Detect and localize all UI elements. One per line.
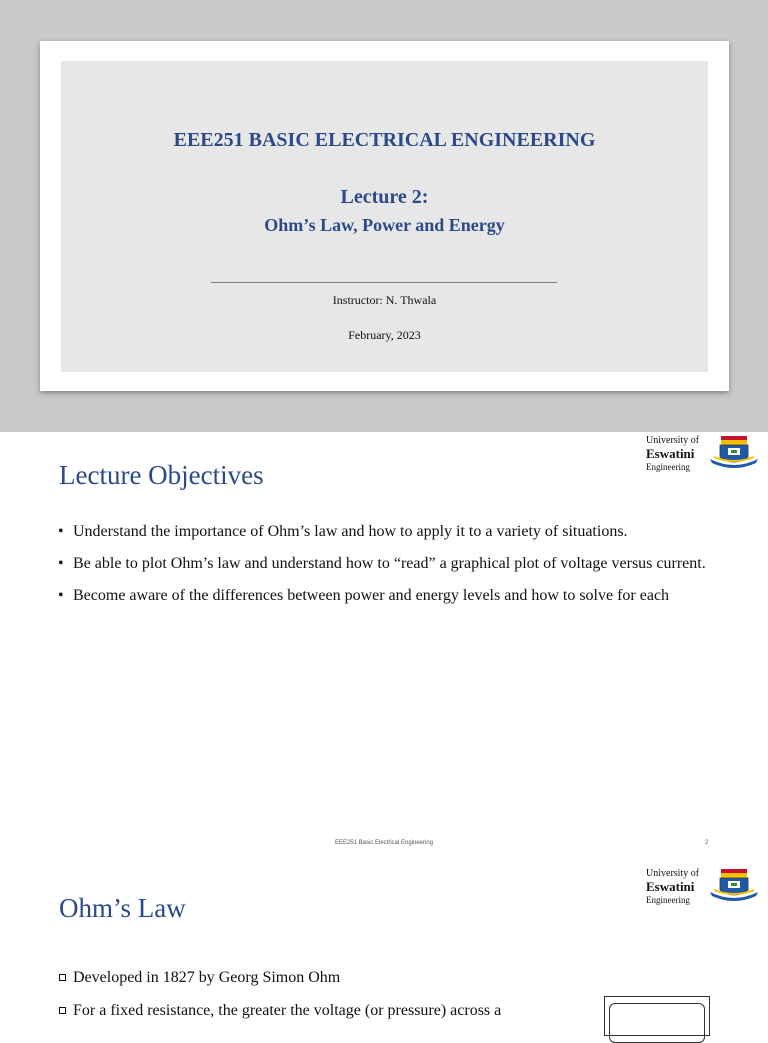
lecture-topic: Ohm’s Law, Power and Energy <box>264 215 505 235</box>
list-item <box>58 552 718 576</box>
slide-title-objectives: Lecture Objectives <box>59 460 264 490</box>
ohms-law-list <box>58 967 578 1033</box>
university-crest-icon <box>708 435 760 471</box>
list-item <box>58 584 718 608</box>
list-item <box>58 520 718 544</box>
logo-text-line3: Engineering <box>646 462 690 472</box>
logo-text-line1: University of <box>646 868 700 879</box>
slide-title-ohms-law: Ohm’s Law <box>59 893 186 923</box>
university-logo <box>646 435 766 475</box>
slide-footer: EEE251 Basic Electrical Engineering <box>334 840 434 846</box>
logo-text-line1: University of <box>646 435 700 446</box>
lecture-date: February, 2023 <box>348 328 421 342</box>
title-slide-panel <box>61 61 708 372</box>
list-item-text: Developed in 1827 by Georg Simon Ohm <box>73 969 341 986</box>
list-item-text: Be able to plot Ohm’s law and understand how to “read” a graphical plot of voltage versus current. <box>73 555 706 572</box>
divider <box>211 282 557 283</box>
lecture-number: Lecture 2: <box>340 186 429 208</box>
page-number: 2 <box>705 840 709 846</box>
circuit-figure-inner <box>609 1003 705 1043</box>
list-item <box>58 1000 578 1022</box>
list-item-text: Become aware of the differences between power and energy levels and how to solve for each <box>73 587 670 604</box>
university-crest-icon <box>708 868 760 904</box>
logo-text-line2: Eswatini <box>646 446 695 461</box>
bullet-icon: • <box>58 587 64 604</box>
title-slide <box>40 41 729 391</box>
checkbox-bullet-icon <box>59 1007 66 1014</box>
logo-text-line2: Eswatini <box>646 879 695 894</box>
course-title: EEE251 BASIC ELECTRICAL ENGINEERING <box>173 129 596 151</box>
objectives-list <box>58 520 718 616</box>
logo-text-line3: Engineering <box>646 895 690 905</box>
list-item <box>58 967 578 989</box>
bullet-icon: • <box>58 523 64 540</box>
list-item-text: Understand the importance of Ohm’s law and how to apply it to a variety of situations. <box>73 523 628 540</box>
instructor-name: Instructor: N. Thwala <box>332 293 437 307</box>
university-logo <box>646 868 766 908</box>
list-item-text: For a fixed resistance, the greater the voltage (or pressure) across a <box>73 1002 502 1019</box>
circuit-figure <box>604 996 710 1036</box>
checkbox-bullet-icon <box>59 974 66 981</box>
bullet-icon: • <box>58 555 64 572</box>
